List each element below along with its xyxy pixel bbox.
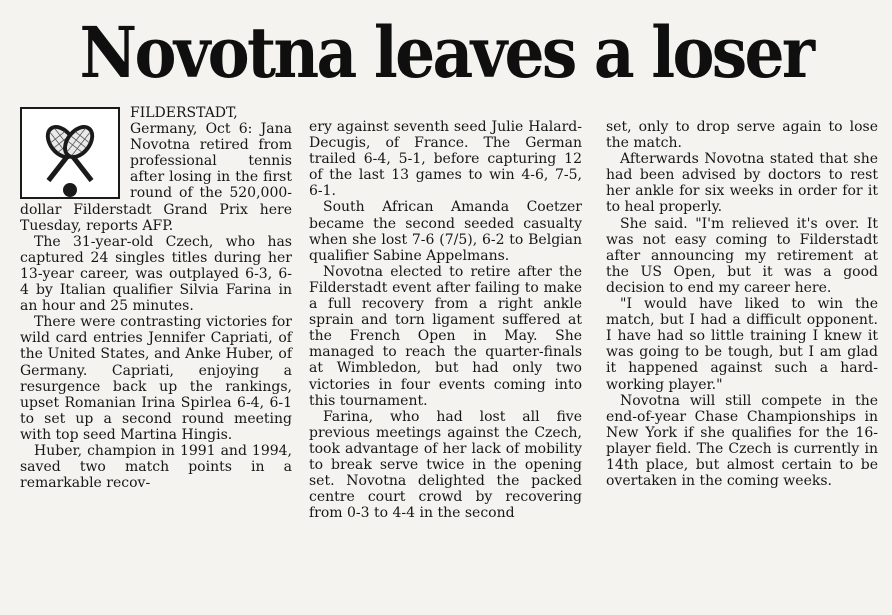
- paragraph: "I would have liked to win the match, but I had a difficult opponent. I have had so little training I knew it was going to be tough, but I am glad it happened against such a hard-working player.": [606, 296, 878, 393]
- paragraph: Afterwards Novotna stated that she had been advised by doctors to rest her ankle for six weeks in order for it to heal properly.: [606, 151, 878, 216]
- paragraph: Novotna will still compete in the end-of-year Chase Championships in New York if she qualifies for the 16-player field. The Czech is currently in 14th place, but almost certain to be overtaken in the coming weeks.: [606, 392, 878, 490]
- article-column-2: [309, 119, 582, 521]
- paragraph: There were contrasting victories for wild card entries Jennifer Capriati, of the United States, and Anke Huber, of Germany. Capriati, enjoying a resurgence back up the rankings, upset Romanian Irina Spirlea 6-4, 6-1 to set up a second round meeting with top seed Martina Hingis.: [20, 314, 292, 443]
- paragraph: The 31-year-old Czech, who has captured 24 singles titles during her 13-year career, was outplayed 6-3, 6-4 by Italian qualifier Silvia Farina in an hour and 25 minutes.: [20, 233, 292, 315]
- paragraph: South African Amanda Coetzer became the second seeded casualty when she lost 7-6 (7/5), 6-2 to Belgian qualifier Sabine Appelmans.: [309, 199, 582, 264]
- cropped-bottom-text: [0, 598, 892, 615]
- paragraph: FILDERSTADT, Germany, Oct 6: Jana Novotna retired from professional tennis after losing in the first round of the 520,000-dollar Filderstadt Grand Prix here Tuesday, reports AFP.: [20, 105, 292, 234]
- paragraph: She said. "I'm relieved it's over. It was not easy coming to Filderstadt after announcing my retirement at the US Open, but it was a good decision to end my career here.: [606, 215, 878, 296]
- tennis-rackets-and-ball-icon: [20, 107, 120, 199]
- headline: Novotna leaves a loser: [79, 11, 813, 94]
- article-column-3: [606, 119, 878, 489]
- cropped-top-text: [0, 0, 892, 10]
- article-column-1: [20, 105, 292, 491]
- paragraph: Novotna elected to retire after the Filderstadt event after failing to make a full recovery from a right ankle sprain and torn ligament suffered at the French Open in May. She managed to reach the quarter-finals at Wimbledon, but had only two victories in four events coming into this tournament.: [309, 263, 582, 409]
- paragraph: Huber, champion in 1991 and 1994, saved two match points in a remarkable recov-: [20, 442, 292, 492]
- paragraph: set, only to drop serve again to lose the match.: [606, 119, 878, 152]
- paragraph: Farina, who had lost all five previous meetings against the Czech, took advantage of her lack of mobility to break serve twice in the opening set. Novotna delighted the packed centre court crowd by recovering from 0-3 to 4-4 in the second: [309, 408, 582, 522]
- paragraph: ery against seventh seed Julie Halard-Decugis, of France. The German trailed 6-4, 5-1, before capturing 12 of the last 13 games to win 4-6, 7-5, 6-1.: [309, 119, 582, 200]
